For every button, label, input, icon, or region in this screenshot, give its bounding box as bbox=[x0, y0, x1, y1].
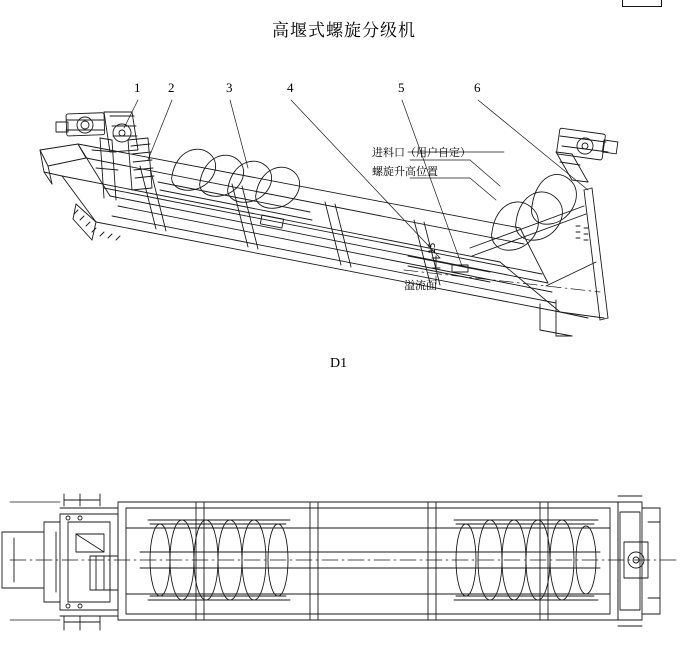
annotation-feed-inlet: 进料口（用户自定） bbox=[372, 146, 471, 159]
callout-2: 2 bbox=[168, 80, 175, 95]
annotation-spiral-lift-position: 螺旋升高位置 bbox=[372, 165, 438, 178]
page-title: 高堰式螺旋分级机 bbox=[272, 21, 416, 41]
view-label-d1: D1 bbox=[330, 356, 348, 371]
callout-6: 6 bbox=[474, 80, 481, 95]
dimension-15-label: 15 bbox=[428, 242, 438, 254]
callout-5: 5 bbox=[398, 80, 405, 95]
callout-1: 1 bbox=[134, 80, 141, 95]
callout-3: 3 bbox=[226, 80, 233, 95]
callout-4: 4 bbox=[287, 80, 294, 95]
plan-view-drawing bbox=[0, 472, 688, 662]
annotation-overflow-surface: 溢流面 bbox=[404, 279, 437, 292]
